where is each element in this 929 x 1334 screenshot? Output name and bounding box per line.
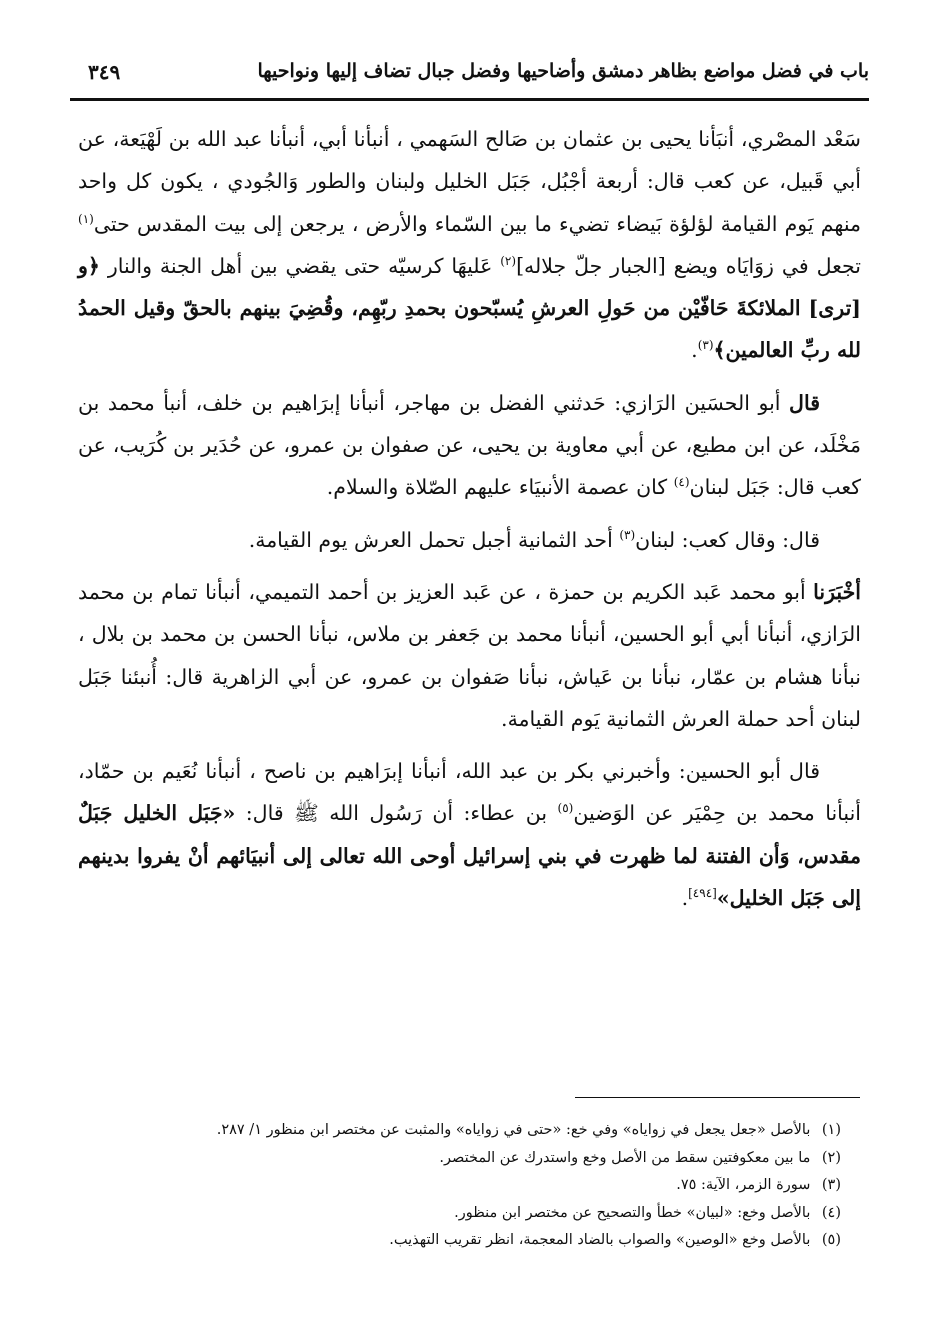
- segment: كان عصمة الأنبيَاء عليهم الصّلاة والسلام.: [326, 475, 674, 500]
- footnote-marker: (٥): [557, 801, 574, 816]
- footnote: [110, 1172, 841, 1200]
- footnote-separator: [575, 1097, 860, 1098]
- footnote-number: (٤): [821, 1204, 841, 1221]
- paragraph-3: [78, 519, 861, 561]
- footnote-number: (٣): [821, 1177, 841, 1193]
- paragraph-5: [78, 750, 861, 919]
- footnote-marker: (٢): [500, 254, 517, 269]
- segment: أبو الحسَين الرَازي: حَدثني الفضل بن مهاجر، أنبأنا إبرَاهيم بن خلف، أنبأ محمد بن مَخْلَد، عن ابن مطيع، عن أبي معاوية بن يحيى، عن صفوان بن عمرو، عن حُدَير بن كُرَيب، عن كعب قال: جَبَل لبنان: [78, 390, 861, 500]
- footnote-number: (١): [821, 1122, 841, 1138]
- page-number: ٣٤٩: [88, 60, 121, 84]
- segment: تجعل في زوَايَاه ويضع [الجبار جلّ جلاله]: [516, 253, 861, 278]
- segment: بن عطاء: أن رَسُول الله ﷺ قال:: [235, 801, 558, 826]
- hadith-quote: «جَبَل الخليل جَبَلٌ مقدس، وَأن الفتنة لما ظهرت في بني إسرائيل أوحى الله تعالى إلى أنبيَائهم أنْ يفروا بدينهم إلى جَبَل الخليل»: [78, 801, 861, 911]
- main-text: [78, 118, 861, 919]
- segment: أحد الثمانية أجبل تحمل العرش يوم القيامة.: [248, 527, 620, 552]
- footnote: [110, 1200, 841, 1228]
- footnote-text: بالأصل وخع: «لبيان» خطأ والتصحيح عن مختصر ابن منظور.: [454, 1204, 811, 1221]
- footnote-text: بالأصل وخع «الوصين» والصواب بالضاد المعجمة، انظر تقريب التهذيب.: [389, 1232, 811, 1248]
- segment: سَعْد المصْري، أنبَأنا يحيى بن عثمان بن صَالح السَهمي ، أنبأنا أبي، أنبأنا عبد الله بن لَهْيَعة، عن أبي قَبيل، عن كعب قال: أربعة أجْبُل، جَبَل الخليل ولبنان والطور وَالجُودي ، يكون كل واحد منهم يَوم القيامة لؤلؤة بَيضاء تضيء ما بين السّماء والأرض ، يرجعن إلى بيت المقدس حتى: [78, 127, 861, 236]
- footnote-marker: (٣): [697, 338, 714, 353]
- footnote-marker: (٤): [673, 475, 690, 490]
- footnote: [110, 1117, 841, 1145]
- footnote-text: ما بين معكوفتين سقط من الأصل وخع واستدرك عن المختصر.: [439, 1149, 811, 1166]
- paragraph-1: [78, 118, 861, 372]
- paragraph-2: [78, 382, 861, 509]
- segment: .: [681, 886, 689, 911]
- footnote-marker: (١): [78, 211, 94, 226]
- segment: قال: وقال كعب: لبنان: [635, 527, 820, 552]
- footnotes: [110, 1117, 841, 1255]
- footnote: [110, 1227, 841, 1255]
- footnote-text: بالأصل «جعل يجعل في زواياه» وفي خع: «حتى في زواياه» والمثبت عن مختصر ابن منظور ١/ ٢٨٧.: [216, 1122, 811, 1138]
- segment: .: [691, 338, 698, 363]
- footnote-text: سورة الزمر، الآية: ٧٥.: [676, 1177, 811, 1193]
- footnote: [110, 1145, 841, 1173]
- quran-verse: ﴿و [ترى] الملائكةَ حَافّيْن من حَولِ العرشِ يُسبّحون بحمدِ ربّهِم، وقُضِيَ بينهم بالحقّ وقيل الحمدُ لله ربِّ العالمين﴾: [78, 253, 861, 363]
- chapter-title: باب في فضل مواضع بظاهر دمشق وأضاحيها وفضل جبال تضاف إليها ونواحيها: [257, 60, 869, 82]
- footnote-marker: (٣): [619, 527, 636, 542]
- footnote-number: (٥): [821, 1232, 841, 1248]
- segment: أبو محمد عَبد الكريم بن حمزة ، عن عَبد العزيز بن أحمد التميمي، أنبأنا تمام بن محمد الرَازي، أنبأنا أبي أبو الحسين، أنبأنا محمد بن جَعفر بن ملاس، نبأنا الحسن بن محمد بن بلال ، نبأنا هشام بن عمّار، نبأنا بن عَياش، نبأنا صَفوان بن عمرو، عن أبي الزاهرية قال: أُنبئنا جَبَل لبنان أحد حملة العرش الثمانية يَوم القيامة.: [78, 579, 861, 731]
- footnote-marker: [٤٩٤]: [688, 886, 717, 901]
- segment: قال أبو الحسين: وأخبرني بكر بن عبد الله، أنبأنا إبرَاهيم بن ناصح ، أنبأنا نُعَيم بن حمّاد، أنبأنا محمد بن حِمْيَر عن الوَضين: [78, 759, 861, 826]
- paragraph-lead: قال: [789, 390, 820, 415]
- footnote-number: (٢): [821, 1149, 841, 1166]
- page-header: [70, 58, 869, 101]
- paragraph-lead: أخْبَرَنا: [813, 579, 861, 604]
- segment: عَليهَا كرسيّه حتى يقضي بين أهل الجنة والنار: [99, 253, 501, 278]
- paragraph-4: [78, 571, 861, 740]
